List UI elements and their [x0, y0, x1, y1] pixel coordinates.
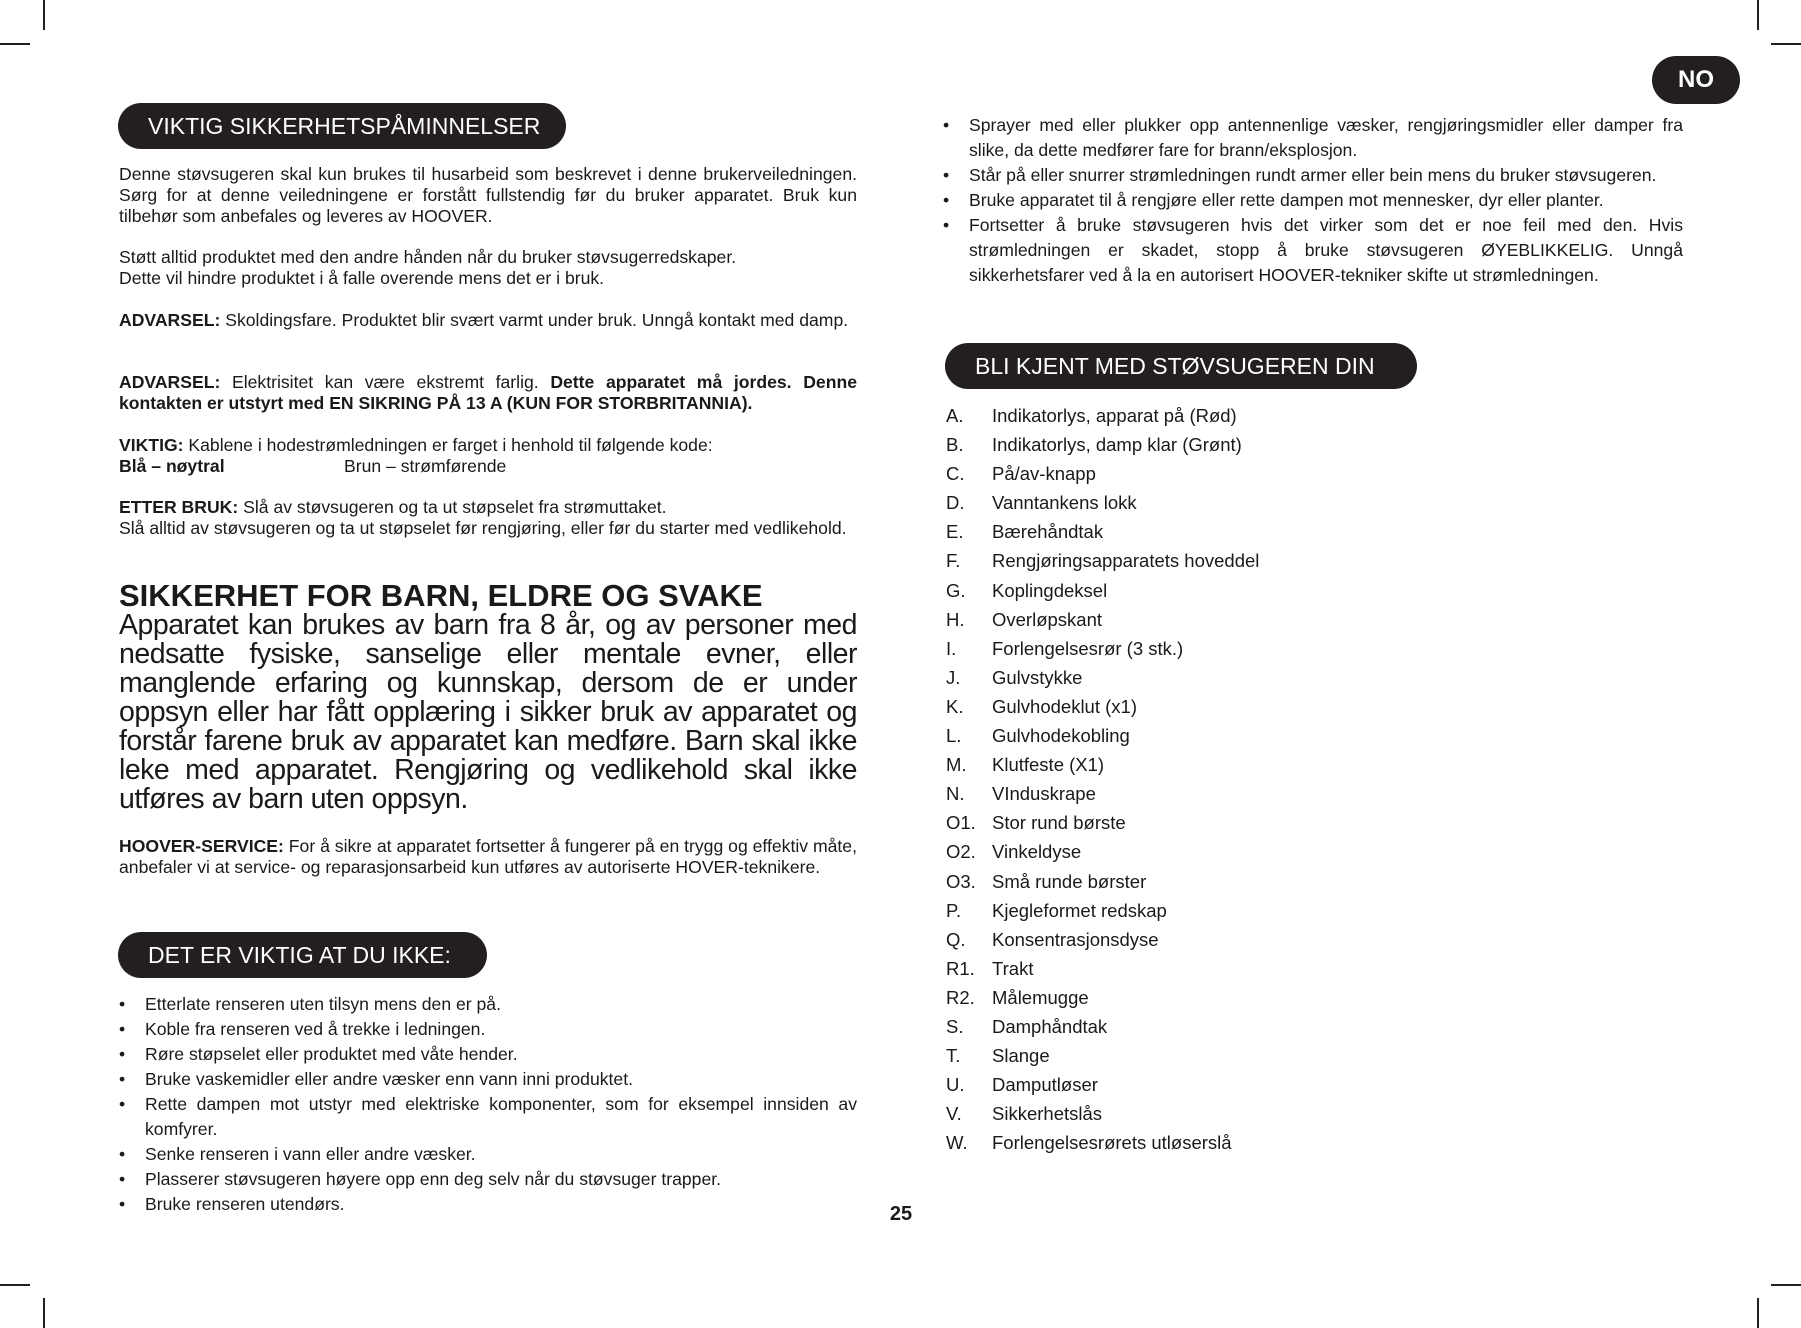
crop-mark [0, 1284, 30, 1286]
part-item: R1. Trakt [946, 957, 1034, 979]
crop-mark [1757, 0, 1759, 30]
important-label: VIKTIG: [119, 435, 184, 455]
after-use-text-2: Slå alltid av støvsugeren og ta ut støpselet før rengjøring, eller før du starter med vedlikehold. [119, 518, 847, 538]
part-item: U. Damputløser [946, 1074, 1098, 1096]
heading-get-to-know: BLI KJENT MED STØVSUGEREN DIN [945, 343, 1417, 389]
list-item: • Bruke vaskemidler eller andre væsker enn vann inni produktet. [119, 1069, 633, 1089]
part-item: F. Rengjøringsapparatets hoveddel [946, 550, 1260, 572]
part-item: T. Slange [946, 1045, 1050, 1067]
heading-safety-reminders: VIKTIG SIKKERHETSPÅMINNELSER [118, 103, 566, 149]
warning-electric [119, 372, 857, 414]
part-item: L. Gulvhodekobling [946, 725, 1130, 747]
service-text: For å sikre at apparatet fortsetter å fungerer på en trygg og effektiv måte, anbefaler vi at service- og reparasjonsarbeid kun utføres av autoriserte HOVER-teknikere. [119, 836, 857, 877]
part-item: H. Overløpskant [946, 608, 1103, 630]
part-item: W. Forlengelsesrørets utløserslå [946, 1132, 1232, 1154]
warning-label: ADVARSEL: [119, 310, 221, 330]
warning-scald [119, 310, 857, 331]
support-line-2: Dette vil hindre produktet i å falle overende mens det er i bruk. [119, 268, 605, 288]
after-use-label: ETTER BRUK: [119, 497, 239, 517]
part-item: O3. Små runde børster [946, 870, 1147, 892]
after-use-text: Slå av støvsugeren og ta ut støpselet fra strømuttaket. [238, 497, 667, 517]
part-item: V. Sikkerhetslås [946, 1103, 1103, 1125]
hoover-service-paragraph [119, 836, 857, 878]
part-item: S. Damphåndtak [946, 1015, 1108, 1037]
support-line: Støtt alltid produktet med den andre hånden når du bruker støvsugerredskaper. [119, 247, 737, 267]
heading-do-not: DET ER VIKTIG AT DU IKKE: [118, 932, 487, 978]
children-safety-text: Apparatet kan brukes av barn fra 8 år, og av personer med nedsatte fysiske, sanselige eller mentale evner, eller manglende erfaring og kunnskap, dersom de er under oppsyn eller har fått opplæring i sikker bruk av apparatet og forstår farene bruk av apparatet kan medføre. Barn skal ikke leke med apparatet. Rengjøring og vedlikehold skal ikke utføres av barn uten oppsyn. [119, 609, 857, 815]
list-item: • Sprayer med eller plukker opp antennenlige væsker, rengjøringsmidler eller damper fra slike, da dette medfører fare for brann/eksplosjon. [943, 115, 1683, 160]
part-item: O2. Vinkeldyse [946, 841, 1082, 863]
part-item: E. Bærehåndtak [946, 521, 1104, 543]
crop-mark [1771, 1284, 1801, 1286]
warning-text: Skoldingsfare. Produktet blir svært varmt under bruk. Unngå kontakt med damp. [220, 310, 849, 330]
warning-label: ADVARSEL: [119, 372, 221, 392]
important-cable-code [119, 435, 857, 477]
crop-mark [43, 1298, 45, 1328]
part-item: J. Gulvstykke [946, 666, 1083, 688]
part-item: Q. Konsentrasjonsdyse [946, 928, 1159, 950]
part-item: G. Koplingdeksel [946, 579, 1108, 601]
support-paragraph [119, 247, 857, 289]
brown-wire: Brun – strømførende [344, 456, 507, 476]
list-item: • Senke renseren i vann eller andre væsker. [119, 1144, 476, 1164]
part-item: N. VInduskrape [946, 783, 1096, 805]
list-item: • Rette dampen mot utstyr med elektriske komponenter, som for eksempel innsiden av komfyrer. [119, 1094, 857, 1139]
list-item: • Røre støpselet eller produktet med våte hender. [119, 1044, 518, 1064]
warning-text: Elektrisitet kan være ekstremt farlig. [220, 372, 551, 392]
language-tab: NO [1652, 56, 1740, 104]
after-use-paragraph [119, 497, 857, 539]
list-item: • Bruke apparatet til å rengjøre eller rette dampen mot mennesker, dyr eller planter. [943, 190, 1604, 210]
page-number: 25 [889, 1203, 913, 1225]
crop-mark [1757, 1298, 1759, 1328]
part-item: O1. Stor rund børste [946, 812, 1126, 834]
intro-paragraph: Denne støvsugeren skal kun brukes til husarbeid som beskrevet i denne brukerveiledningen. Sørg for at denne veiledningene er forstått fullstendig før du bruker apparatet. Bruk kun tilbehør som anbefales og leveres av HOOVER. [119, 164, 857, 226]
parts-list [946, 401, 1466, 1157]
important-text: Kablene i hodestrømledningen er farget i henhold til følgende kode: [183, 435, 713, 455]
list-item: • Bruke renseren utendørs. [119, 1194, 345, 1214]
crop-mark [0, 43, 30, 45]
blue-wire: Blå – nøytral [119, 456, 225, 476]
part-item: A. Indikatorlys, apparat på (Rød) [946, 405, 1237, 426]
list-item: • Koble fra renseren ved å trekke i ledningen. [119, 1019, 486, 1039]
list-item: • Plasserer støvsugeren høyere opp enn deg selv når du støvsuger trapper. [119, 1169, 722, 1189]
list-item: • Etterlate renseren uten tilsyn mens den er på. [119, 994, 501, 1014]
service-label: HOOVER-SERVICE: [119, 836, 284, 856]
part-item: K. Gulvhodeklut (x1) [946, 695, 1137, 717]
children-safety-title: SIKKERHET FOR BARN, ELDRE OG SVAKE [119, 578, 763, 613]
crop-mark [1771, 43, 1801, 45]
do-not-list-continued [943, 113, 1683, 288]
part-item: C. På/av-knapp [946, 463, 1096, 485]
do-not-list [119, 992, 857, 1217]
part-item: M. Klutfeste (X1) [946, 754, 1105, 776]
list-item: • Står på eller snurrer strømledningen rundt armer eller bein mens du bruker støvsugeren. [943, 165, 1657, 185]
crop-mark [43, 0, 45, 30]
part-item: R2. Målemugge [946, 986, 1089, 1008]
part-item: D. Vanntankens lokk [946, 492, 1137, 514]
part-item: I. Forlengelsesrør (3 stk.) [946, 637, 1184, 659]
part-item: B. Indikatorlys, damp klar (Grønt) [946, 434, 1242, 456]
part-item: P. Kjegleformet redskap [946, 899, 1167, 921]
warning-bold-text: Dette apparatet må jordes. Denne kontakten er utstyrt med EN SIKRING PÅ 13 A (KUN FOR STORBRITANNIA). [119, 372, 857, 413]
list-item: • Fortsetter å bruke støvsugeren hvis det virker som det er noe feil med den. Hvis strømledningen er skadet, stopp å bruke støvsugeren ØYEBLIKKELIG. Unngå sikkerhetsfarer ved å la en autorisert HOOVER-tekniker skifte ut strømledningen. [943, 215, 1683, 285]
